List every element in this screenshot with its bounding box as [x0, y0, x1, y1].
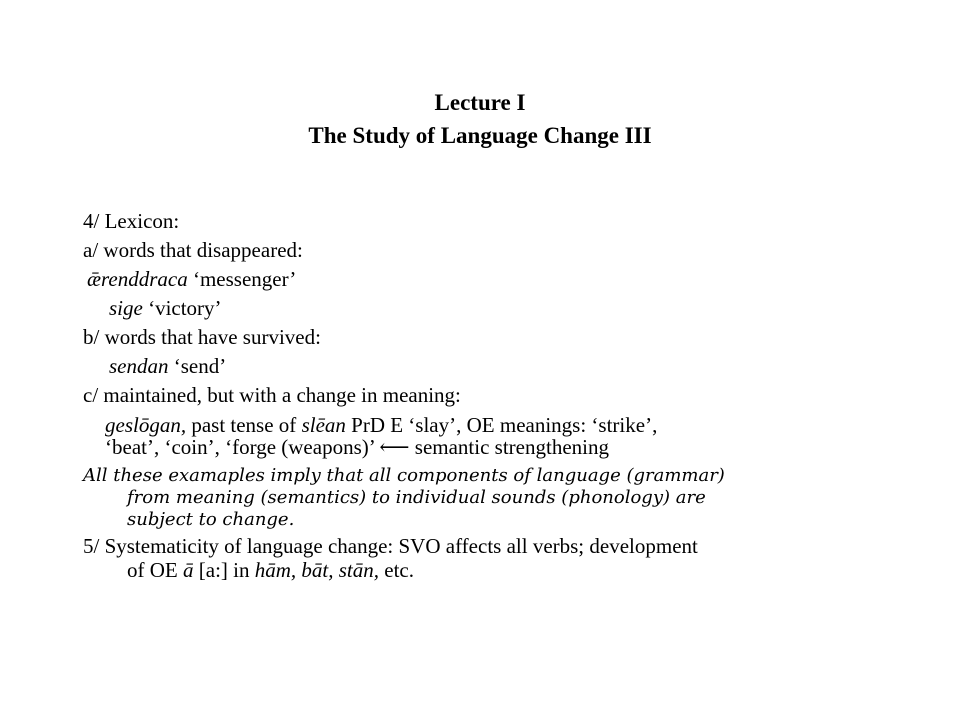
- point-5-vowel: ā: [183, 558, 194, 582]
- example-c-rest1: PrD E ‘slay’, OE meanings: ‘strike’,: [345, 413, 658, 437]
- summary-note-line-2: from meaning (semantics) to individual sounds (phonology) are: [127, 487, 706, 508]
- point-5: [83, 534, 933, 582]
- section-b-heading: b/ words that have survived:: [83, 325, 321, 349]
- summary-note-line-3: subject to change.: [127, 509, 295, 530]
- title-line-2: The Study of Language Change III: [308, 123, 652, 148]
- lexicon-heading: 4/ Lexicon:: [83, 209, 180, 233]
- example-b1: [83, 352, 933, 381]
- slide-title: [0, 86, 960, 152]
- point-5-line-2: [105, 558, 933, 582]
- section-c-heading: c/ maintained, but with a change in meaning:: [83, 383, 461, 407]
- example-c-word: geslōgan,: [105, 413, 187, 437]
- example-b1-word: sendan: [109, 354, 169, 378]
- summary-note-line-1: All these examaples imply that all components of language (grammar): [83, 465, 725, 486]
- example-a1: [83, 265, 933, 294]
- example-a2-gloss: ‘victory’: [142, 296, 222, 320]
- point-5-text-c: etc.: [379, 558, 414, 582]
- example-c-mid: past tense of: [186, 413, 302, 437]
- title-line-1: Lecture I: [434, 90, 526, 115]
- example-b1-gloss: ‘send’: [168, 354, 227, 378]
- example-a1-gloss: ‘messenger’: [187, 267, 297, 291]
- slide-body: [83, 207, 933, 582]
- example-c-line-2: ‘beat’, ‘coin’, ‘forge (weapons)’ ⟵ semantic strengthening: [105, 435, 609, 459]
- point-5-words: hām, bāt, stān,: [254, 558, 379, 582]
- example-a2: [83, 294, 933, 323]
- example-c: [83, 410, 933, 463]
- section-a-heading: a/ words that disappeared:: [83, 238, 303, 262]
- point-5-text-a: of OE: [127, 558, 183, 582]
- example-a1-word: ǣrenddraca: [87, 267, 188, 291]
- point-5-line-1: 5/ Systematicity of language change: SVO affects all verbs; development: [83, 534, 698, 558]
- point-5-text-b: [a:] in: [193, 558, 255, 582]
- example-a2-word: sige: [109, 296, 143, 320]
- summary-note: [83, 463, 933, 534]
- example-c-word2: slēan: [301, 413, 346, 437]
- example-c-line-1: [105, 414, 933, 436]
